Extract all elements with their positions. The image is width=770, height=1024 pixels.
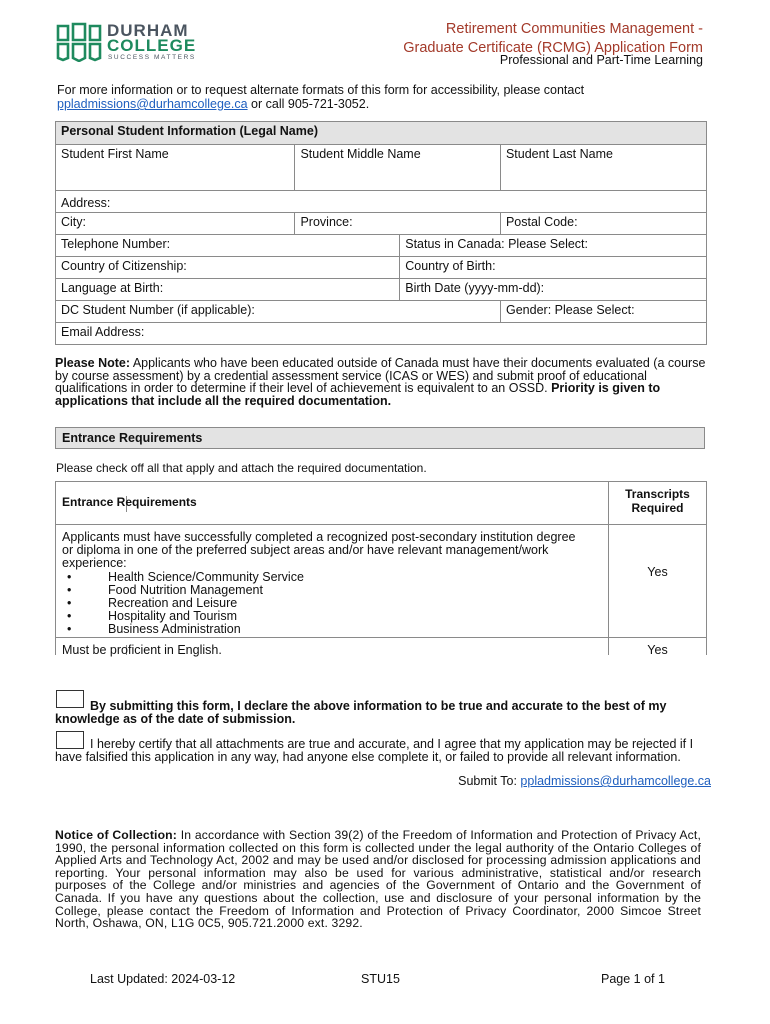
middle-name-field[interactable]: Student Middle Name [295, 145, 501, 191]
province-field[interactable]: Province: [295, 213, 501, 235]
language-at-birth-field[interactable]: Language at Birth: [56, 279, 400, 301]
form-subtitle: Professional and Part-Time Learning [499, 53, 703, 67]
declaration-1 [55, 700, 709, 726]
declaration-2 [55, 738, 713, 764]
check-instruction: Please check off all that apply and attach the required documentation. [56, 461, 427, 475]
submit-to [458, 774, 711, 788]
dc-student-number-field[interactable]: DC Student Number (if applicable): [56, 301, 501, 323]
subject-area-item: • Health Science/Community Service [62, 571, 582, 584]
footer-form-code: STU15 [361, 972, 400, 986]
student-info-heading: Personal Student Information (Legal Name) [56, 122, 707, 145]
logo-tagline: SUCCESS MATTERS [108, 54, 196, 61]
contact-email-link[interactable]: ppladmissions@durhamcollege.ca [57, 97, 248, 111]
col-transcripts-line2: Required [631, 501, 684, 515]
declaration-1-text: By submitting this form, I declare the above information to be true and accurate to the best of my knowledge as of the date of submission. [55, 699, 667, 726]
requirement-1-value: Yes [647, 565, 668, 579]
requirement-2-text: Must be proficient in English. [62, 643, 222, 657]
requirement-2-value: Yes [647, 643, 668, 657]
req-top-border [55, 481, 707, 482]
birth-date-field[interactable]: Birth Date (yyyy-mm-dd): [400, 279, 707, 301]
citizenship-field[interactable]: Country of Citizenship: [56, 257, 400, 279]
requirement-1-text: Applicants must have successfully completed a recognized post-secondary institution degree or diploma in one of the preferred subject areas and/or have relevant management/work experience: [62, 530, 576, 571]
subject-area-item: • Business Administration [62, 623, 582, 636]
requirements-table [55, 481, 707, 655]
last-name-field[interactable]: Student Last Name [500, 145, 706, 191]
first-name-field[interactable]: Student First Name [56, 145, 295, 191]
gender-select[interactable]: Gender: Please Select: [501, 301, 707, 323]
please-note [55, 357, 707, 407]
note-text: Applicants who have been educated outside of Canada must have their documents evaluated (a course by course assessment) by a credential assessment service (ICAS or WES) and submit proof of educational qualifications in order to determine if their level of achievement is equivalent to an OSSD. [55, 356, 706, 396]
note-bold-text: Priority is given to applications that include all the required documentation. [55, 381, 661, 408]
note-label: Please Note: [55, 356, 131, 370]
college-logo [55, 22, 205, 66]
col-transcripts-header [609, 487, 706, 515]
intro-text-2: or call 905-721-3052. [247, 97, 370, 111]
req-row-divider [55, 637, 707, 638]
postal-code-field[interactable]: Postal Code: [500, 213, 706, 235]
footer-page-number: Page 1 of 1 [601, 972, 665, 986]
notice-of-collection [55, 829, 701, 930]
req-left-border [55, 481, 56, 655]
status-in-canada-select[interactable]: Status in Canada: Please Select: [400, 235, 707, 257]
notice-label: Notice of Collection: [55, 828, 177, 842]
footer-last-updated: Last Updated: 2024-03-12 [90, 972, 236, 986]
title-line1: Retirement Communities Management - [445, 21, 703, 37]
subject-area-item: • Hospitality and Tourism [62, 610, 582, 623]
req-right-border [706, 481, 707, 655]
student-info-table [55, 121, 707, 345]
entrance-requirements-banner: Entrance Requirements [55, 427, 705, 449]
logo-line2: COLLEGE [107, 36, 197, 55]
intro-text-1: For more information or to request alternate formats of this form for accessibility, please contact [57, 83, 585, 97]
intro-text [57, 83, 717, 111]
address-field[interactable]: Address: [56, 191, 707, 213]
declaration-2-text: I hereby certify that all attachments are true and accurate, and I agree that my application may be rejected if I have falsified this application in any way, had anyone else complete it, or failed to provide all relevant information. [55, 737, 694, 764]
city-field[interactable]: City: [56, 213, 295, 235]
req-header-bottom [55, 524, 707, 525]
submit-label: Submit To: [458, 774, 521, 788]
submit-email-link[interactable]: ppladmissions@durhamcollege.ca [520, 774, 711, 788]
email-address-field[interactable]: Email Address: [56, 323, 707, 345]
telephone-field[interactable]: Telephone Number: [56, 235, 400, 257]
subject-area-item: • Recreation and Leisure [62, 597, 582, 610]
logo-line1: DURHAM [107, 21, 189, 40]
durham-shield-icon [55, 22, 103, 62]
subject-area-item: • Food Nutrition Management [62, 584, 582, 597]
notice-text: In accordance with Section 39(2) of the Freedom of Information and Protection of Privacy Act, 1990, the personal information collected on this form is collected under the legal authority of the Ontario Colleges of Applied Arts and Technology Act, 2002 and may be used and/or disclosed for processing admission applications and reporting. Your personal information may also be used for various administrative, statistical and/or research purposes of the College and/or ministries and agencies of the Government of Ontario and the Government of Canada. If you have any questions about the collection, use and disclosure of your personal information by the College, please contact the Freedom of Information and Protection of Privacy Coordinator, 2000 Simcoe Street North, Oshawa, ON, L1G 0C5, 905.721.2000 ext. 3292. [55, 828, 702, 931]
col-requirements-header: Entrance Requirements [62, 495, 197, 509]
country-of-birth-field[interactable]: Country of Birth: [400, 257, 707, 279]
col-transcripts-line1: Transcripts [625, 487, 690, 501]
requirement-1 [62, 531, 582, 637]
title-line2: Graduate Certificate (RCMG) Application Form [403, 40, 703, 56]
subject-area-list [62, 571, 582, 637]
